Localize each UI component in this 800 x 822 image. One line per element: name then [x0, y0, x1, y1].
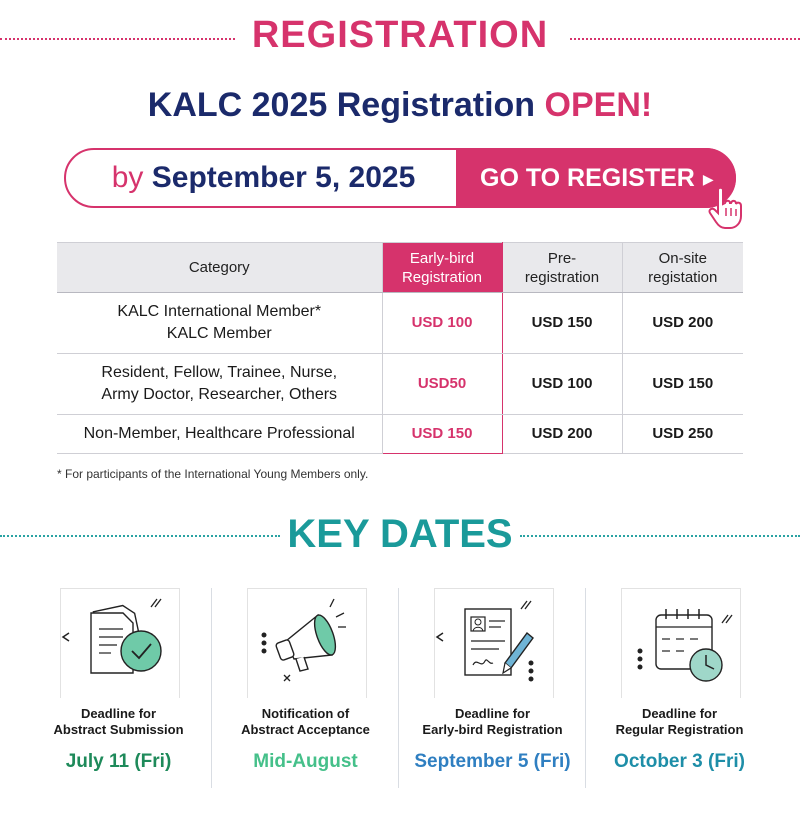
- key-date-card-abstract-acceptance: [212, 588, 399, 788]
- table-row: [57, 354, 743, 415]
- key-dates-heading-row: [0, 512, 800, 562]
- deadline-text: [66, 150, 461, 206]
- key-date-card-regular: [586, 588, 773, 788]
- icon-frame: [247, 588, 367, 698]
- dotted-divider-right: [520, 535, 800, 537]
- dotted-divider-right: [570, 38, 800, 40]
- table-header-row: [57, 243, 743, 293]
- play-arrow-icon: ▶: [702, 171, 714, 188]
- title-main: KALC 2025 Registration: [147, 86, 545, 124]
- table-footnote: * For participants of the International Young Members only.: [57, 467, 369, 481]
- table-row: [57, 293, 743, 354]
- key-date-card-abstract-submission: [25, 588, 212, 788]
- title-open-accent: OPEN!: [544, 86, 653, 124]
- category-cell: Resident, Fellow, Trainee, Nurse, Army Doctor, Researcher, Others: [57, 354, 382, 415]
- registration-heading-row: [0, 12, 800, 62]
- early-bird-fee: USD 100: [382, 293, 502, 354]
- megaphone-icon: [248, 589, 368, 699]
- key-date-label: Deadline for Early-bird Registration: [422, 706, 563, 737]
- key-date-value: October 3 (Fri): [614, 751, 745, 772]
- header-pre-registration: Pre- registration: [502, 243, 622, 293]
- registration-open-title: [0, 86, 800, 125]
- on-site-fee: USD 250: [622, 415, 743, 454]
- header-on-site: On-site registation: [622, 243, 743, 293]
- icon-frame: [60, 588, 180, 698]
- on-site-fee: USD 200: [622, 293, 743, 354]
- key-dates-list: [25, 588, 775, 788]
- key-date-label: Deadline for Regular Registration: [615, 706, 744, 737]
- go-to-register-button[interactable]: [456, 148, 736, 208]
- on-site-fee: USD 150: [622, 354, 743, 415]
- document-check-icon: [61, 589, 181, 699]
- header-early-bird: Early-bird Registration: [382, 243, 502, 293]
- icon-frame: [434, 588, 554, 698]
- deadline-pill: [64, 148, 736, 208]
- category-cell: KALC International Member* KALC Member: [57, 293, 382, 354]
- key-date-value: July 11 (Fri): [65, 751, 172, 772]
- early-bird-fee: USD 150: [382, 415, 502, 454]
- key-dates-heading: KEY DATES: [287, 512, 513, 556]
- calendar-clock-icon: [622, 589, 742, 699]
- registration-fee-table: [57, 242, 743, 454]
- icon-frame: [621, 588, 741, 698]
- pre-registration-fee: USD 200: [502, 415, 622, 454]
- deadline-date: September 5, 2025: [151, 161, 416, 194]
- key-date-value: Mid-August: [253, 751, 358, 772]
- key-date-label: Notification of Abstract Acceptance: [241, 706, 370, 737]
- deadline-prefix: by: [111, 161, 144, 194]
- go-to-register-label: GO TO REGISTER: [480, 164, 695, 192]
- key-date-value: September 5 (Fri): [414, 751, 571, 772]
- form-pen-icon: [435, 589, 555, 699]
- key-date-label: Deadline for Abstract Submission: [53, 706, 184, 737]
- registration-heading: REGISTRATION: [251, 14, 549, 56]
- table-row: [57, 415, 743, 454]
- header-category: Category: [57, 243, 382, 293]
- key-date-card-early-bird: [399, 588, 586, 788]
- early-bird-fee: USD50: [382, 354, 502, 415]
- pre-registration-fee: USD 100: [502, 354, 622, 415]
- category-cell: Non-Member, Healthcare Professional: [57, 415, 382, 454]
- pre-registration-fee: USD 150: [502, 293, 622, 354]
- pointer-hand-icon: [706, 186, 746, 230]
